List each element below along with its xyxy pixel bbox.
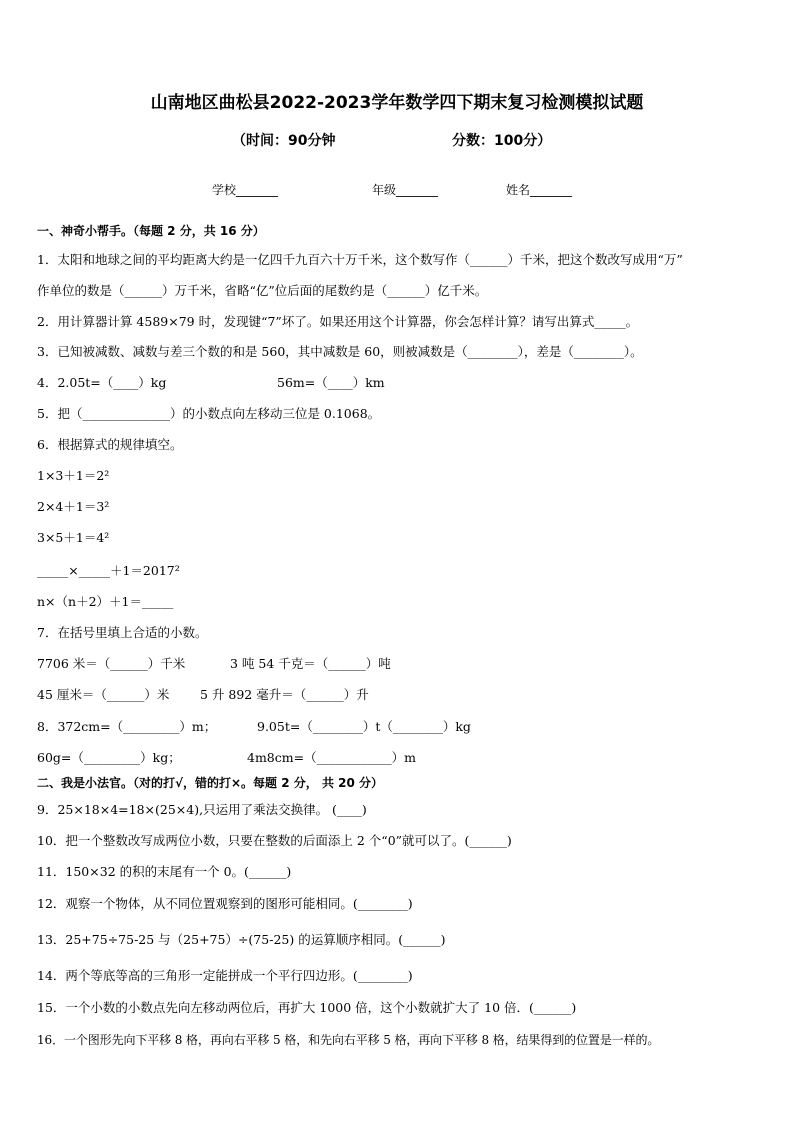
question-7-b: 3 吨 54 千克＝（______）吨 [230,656,391,671]
question-7-intro: 7．在括号里填上合适的小数。 [37,625,208,640]
exam-meta [0,130,794,150]
question-6-intro: 6．根据算式的规律填空。 [37,437,183,452]
question-2: 2．用计算器计算 4589×79 时，发现键“7”坏了。如果还用这个计算器，你会怎样计算？请写出算式_____。 [37,314,639,329]
question-14: 14．两个等底等高的三角形一定能拼成一个平行四边形。(________) [37,968,413,983]
question-1-line-1: 1．太阳和地球之间的平均距离大约是一亿四千九百六十万千米，这个数写作（______）千米，把这个数改写成用“万” [37,252,683,267]
question-16: 16．一个图形先向下平移 8 格，再向右平移 5 格，和先向右平移 5 格，再向下平移 8 格，结果得到的位置是一样的。 [37,1033,660,1047]
question-11: 11．150×32 的积的末尾有一个 0。(______) [37,864,292,879]
school-field[interactable]: 学校_______ [212,183,279,197]
question-15: 15．一个小数的小数点先向左移动两位后，再扩大 1000 倍，这个小数就扩大了 10 倍．(______) [37,1000,577,1015]
pattern-row-2: 2×4＋1＝3² [37,499,110,514]
section-2-heading: 二、我是小法官。（对的打√，错的打×。每题 2 分， 共 20 分） [37,776,383,790]
section-1-heading: 一、神奇小帮手。（每题 2 分，共 16 分） [37,224,265,238]
question-1-line-2: 作单位的数是（______）万千米，省略“亿”位后面的尾数约是（______）亿千米。 [37,283,488,298]
question-8-a: 8．372cm=（_________）m； [37,719,217,734]
question-8-d: 4m8cm=（____________）m [247,750,416,765]
question-7-c: 45 厘米＝（______）米 [37,687,170,702]
student-info [0,181,794,201]
question-7-a: 7706 米＝（______）千米 [37,656,186,671]
question-8-c: 60g=（_________）kg； [37,750,181,765]
question-10: 10．把一个整数改写成两位小数，只要在整数的后面添上 2 个“0”就可以了。(______) [37,833,512,848]
question-7-d: 5 升 892 毫升＝（______）升 [200,687,369,702]
question-5: 5．把（______________）的小数点向左移动三位是 0.1068。 [37,406,381,421]
question-8-b: 9.05t=（________）t（________）kg [257,719,471,734]
question-4-a: 4．2.05t=（____）kg [37,375,167,390]
exam-time: （时间：90分钟 [232,133,336,149]
question-3: 3．已知被减数、减数与差三个数的和是 560，其中减数是 60，则被减数是（________），差是（________）。 [37,344,643,359]
pattern-row-3: 3×5＋1＝4² [37,530,110,545]
page-title: 山南地区曲松县2022-2023学年数学四下期末复习检测模拟试题 [150,93,644,113]
question-9: 9．25×18×4=18×(25×4),只运用了乘法交换律。 (____) [37,802,367,817]
pattern-row-1: 1×3＋1＝2² [37,468,110,483]
question-4-b: 56m=（____）km [277,375,385,390]
pattern-row-4: _____×_____＋1＝2017² [37,563,180,578]
name-field[interactable]: 姓名_______ [506,183,573,197]
pattern-row-5: n×（n＋2）＋1＝_____ [37,594,174,609]
question-13: 13．25+75÷75-25 与（25+75）÷(75-25) 的运算顺序相同。(______) [37,932,446,947]
question-12: 12．观察一个物体，从不同位置观察到的图形可能相同。(________) [37,896,413,911]
exam-score: 分数：100分） [452,133,552,149]
grade-field[interactable]: 年级_______ [372,183,439,197]
